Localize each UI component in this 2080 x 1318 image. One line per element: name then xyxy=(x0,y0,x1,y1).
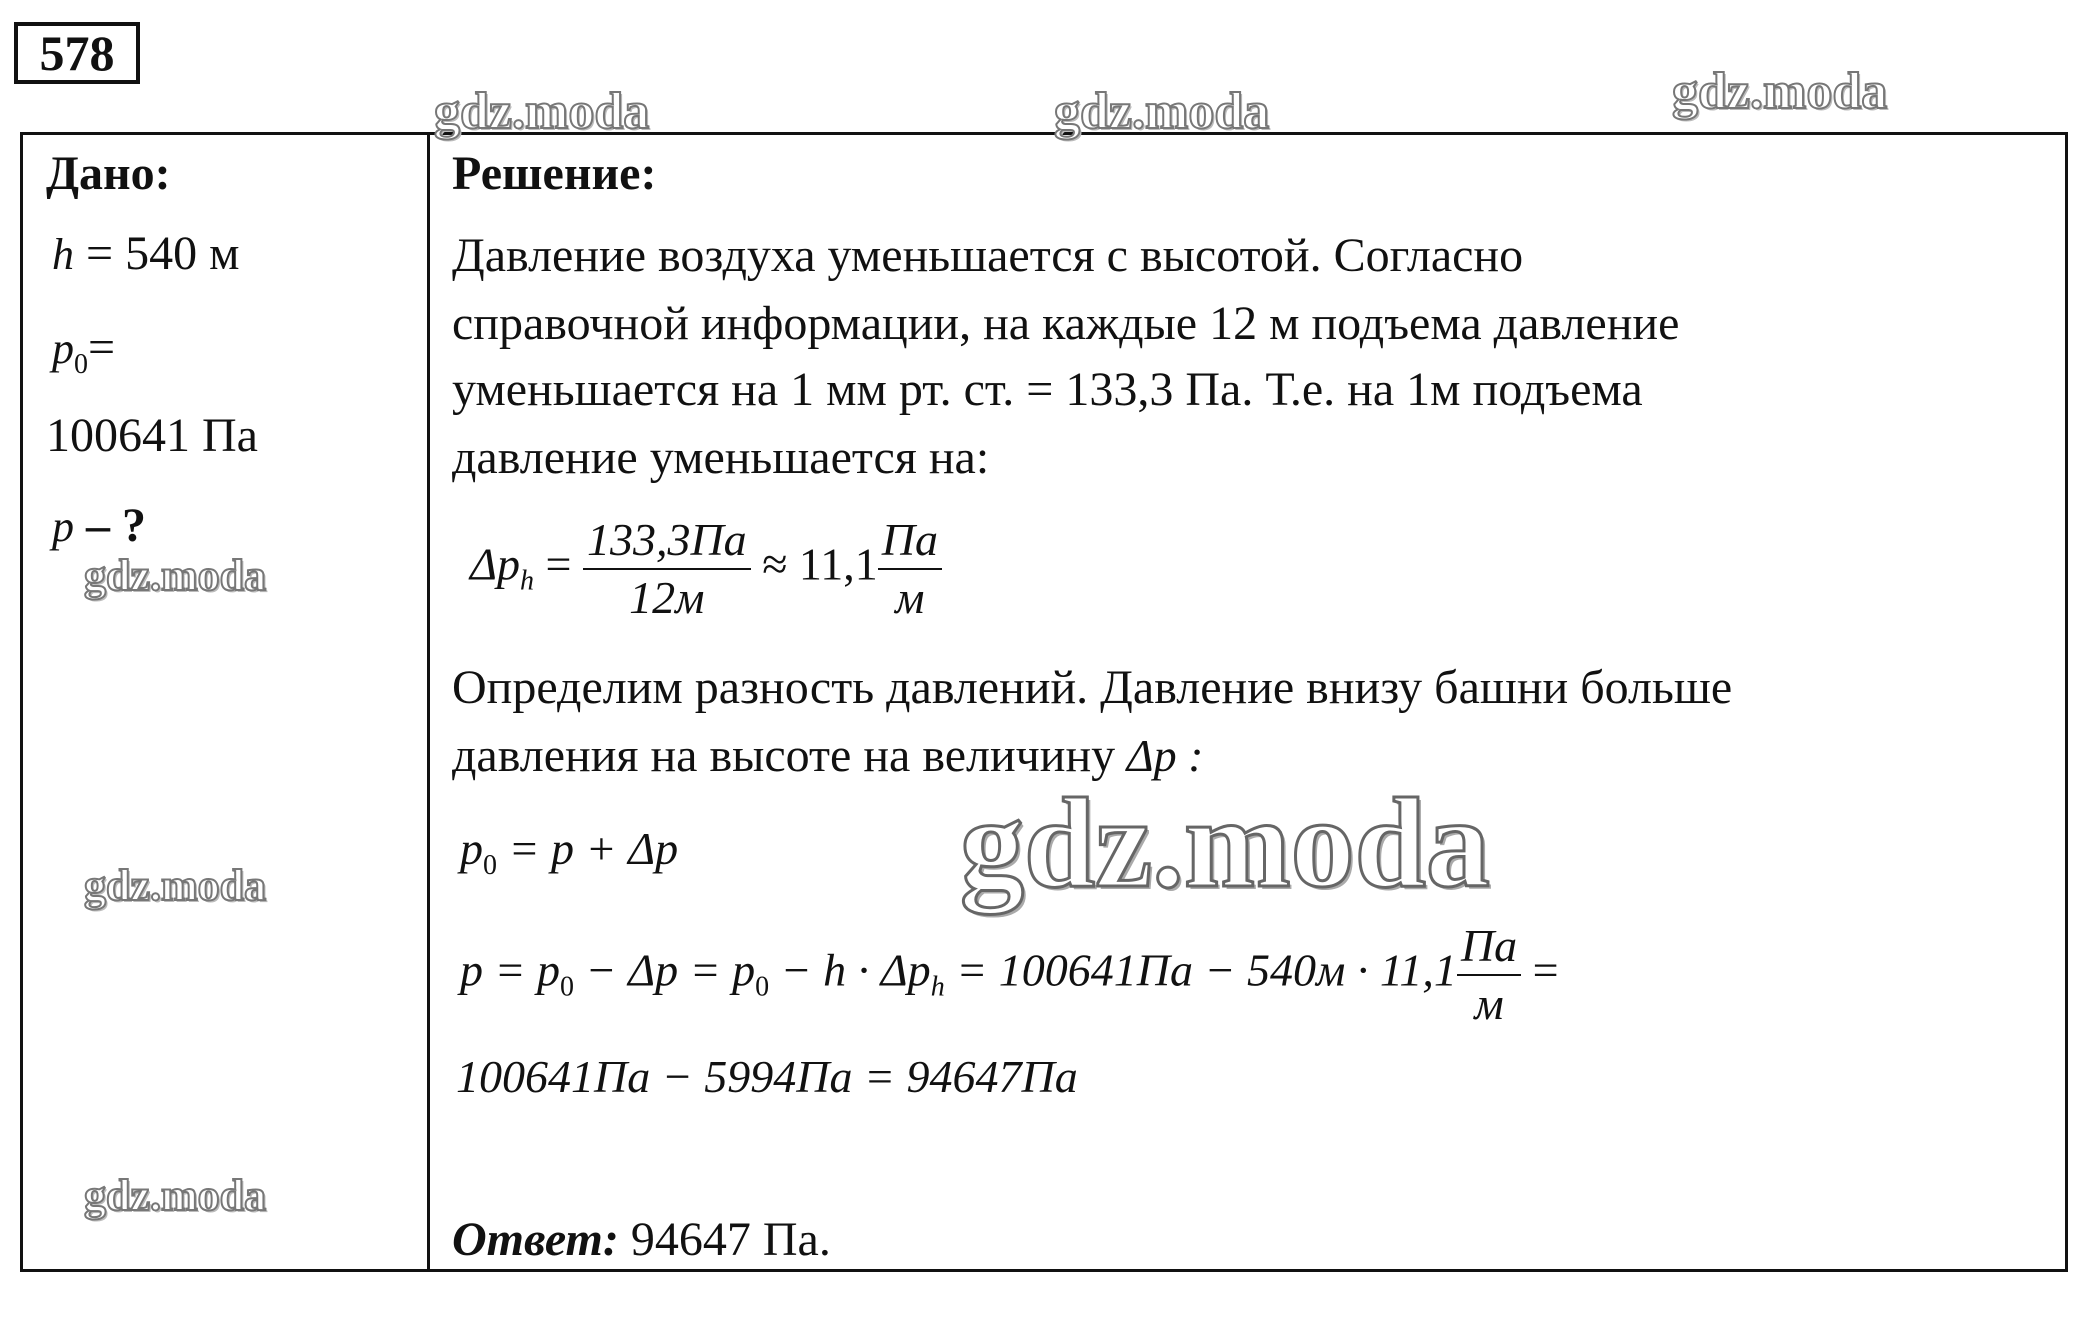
problem-number: 578 xyxy=(14,22,140,84)
para2-line: Определим разность давлений. Давление внизу башни больше xyxy=(452,661,1733,714)
watermark: gdz.moda xyxy=(1672,63,1888,120)
watermark: gdz.moda xyxy=(434,83,650,140)
h-value: = 540 м xyxy=(74,227,240,280)
watermark: gdz.moda xyxy=(1054,83,1270,140)
fraction: $\frac{133,3Па}{12м}$ xyxy=(583,512,751,626)
para1-line: Давление воздуха уменьшается с высотой. Согласно xyxy=(452,229,1524,282)
para1-line: уменьшается на 1 мм рт. ст. = 133,3 Па. Т.е. на 1м подъема xyxy=(452,363,1643,416)
para1-line: справочной информации, на каждые 12 м подъема давление xyxy=(452,297,1680,350)
watermark: gdz.moda xyxy=(84,1171,267,1220)
equation-pressure-at-height: $p = p_0 - \Delta p = p_0 - h \cdot \Delta p_h = 100641Па - 540м \cdot 11,1$ $\frac{Па}{м}$ = xyxy=(460,918,1559,1032)
given-heading: Дано: xyxy=(46,147,171,200)
solution-heading: Решение: xyxy=(452,147,657,200)
fraction: $\frac{Па}{м}$ xyxy=(1457,918,1521,1032)
given-p0-value: 100641 Па xyxy=(46,409,258,462)
equation-pressure-balance: $p_0 = p + \Delta p$ xyxy=(460,823,679,881)
para2-line: давления на высоте на величину Δp : xyxy=(452,729,1204,782)
given-p0-label: $p_0=$ xyxy=(52,321,116,380)
watermark: gdz.moda xyxy=(960,772,1490,914)
given-height xyxy=(52,226,239,281)
watermark: gdz.moda xyxy=(84,551,267,600)
column-divider xyxy=(427,132,430,1272)
given-unknown: p – ? xyxy=(52,499,146,552)
h-symbol: h xyxy=(52,230,74,279)
answer xyxy=(452,1212,831,1267)
equation-result: 100641Па − 5994Па = 94647Па xyxy=(456,1051,1078,1102)
fraction: $\frac{Па}{м}$ xyxy=(878,512,942,626)
para1-line: давление уменьшается на: xyxy=(452,431,990,484)
answer-value: 94647 Па. xyxy=(618,1213,831,1266)
watermark: gdz.moda xyxy=(84,861,267,910)
answer-label: Ответ: xyxy=(452,1213,619,1266)
equation-pressure-per-meter: $\Delta p_h$ = $\frac{133,3Па}{12м}$ ≈ 11,1 $\frac{Па}{м}$ xyxy=(470,512,942,626)
